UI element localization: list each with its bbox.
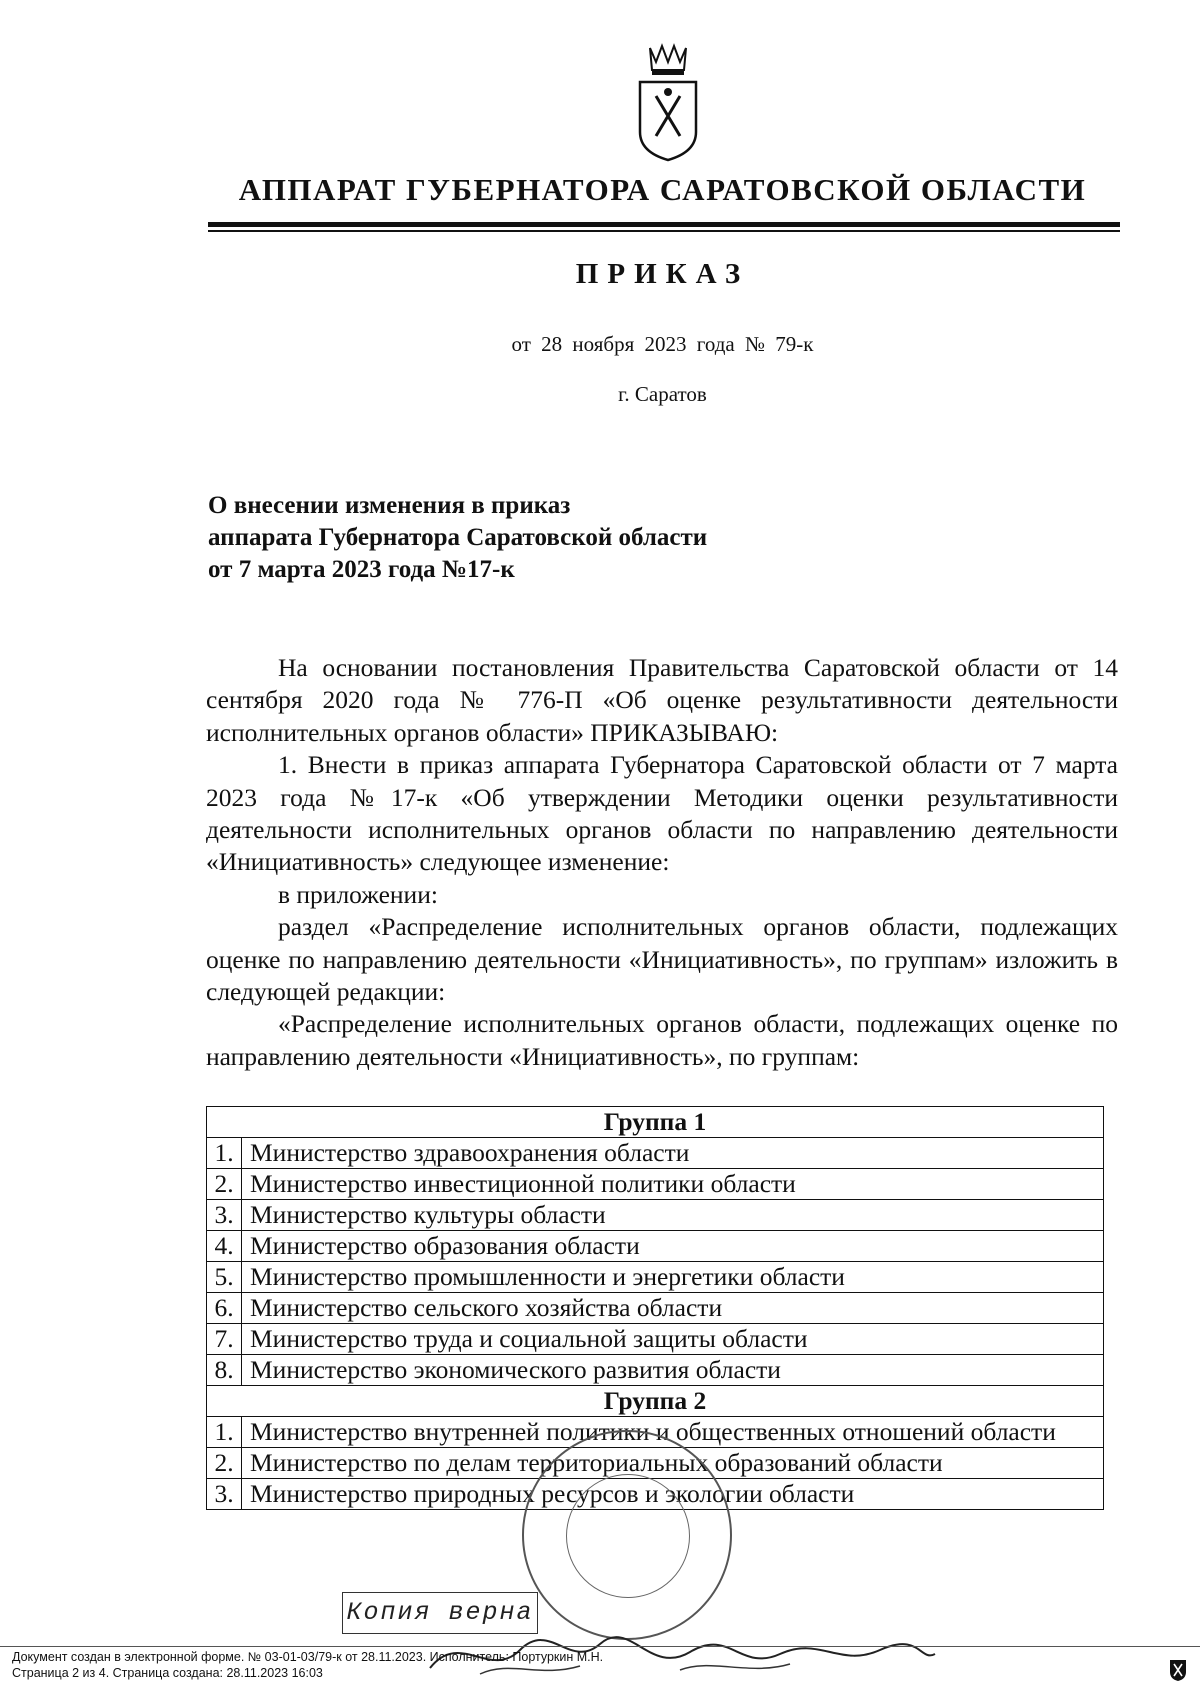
table-row [207, 1355, 1104, 1386]
row-name: Министерство здравоохранения области [242, 1138, 1104, 1169]
table-row [207, 1169, 1104, 1200]
row-name: Министерство инвестиционной политики области [242, 1169, 1104, 1200]
body-paragraph: в приложении: [278, 879, 438, 909]
row-number: 4. [207, 1231, 242, 1262]
row-number: 3. [207, 1479, 242, 1510]
body-paragraph: «Распределение исполнительных органов области, подлежащих оценке по направлению деятельности «Инициативность», по группам: [206, 1009, 1118, 1071]
row-number: 1. [207, 1417, 242, 1448]
row-number: 6. [207, 1293, 242, 1324]
row-name: Министерство по делам территориальных образований области [242, 1448, 1104, 1479]
group-header-row [207, 1107, 1104, 1138]
electronic-document-footer [12, 1649, 912, 1681]
header-rule-thick [208, 222, 1120, 227]
group-header-row [207, 1386, 1104, 1417]
row-number: 2. [207, 1448, 242, 1479]
row-name: Министерство образования области [242, 1231, 1104, 1262]
group-title: Группа 1 [207, 1107, 1104, 1138]
row-name: Министерство природных ресурсов и экологии области [242, 1479, 1104, 1510]
subject-line: О внесении изменения в приказ [208, 492, 571, 519]
table-row [207, 1262, 1104, 1293]
row-name: Министерство экономического развития области [242, 1355, 1104, 1386]
footer-line: Страница 2 из 4. Страница создана: 28.11.2023 16:03 [12, 1666, 323, 1680]
row-number: 3. [207, 1200, 242, 1231]
body-paragraph: 1. Внести в приказ аппарата Губернатора Саратовской области от 7 марта 2023 года №17-к «Об утверждении Методики оценки результативности деятельности исполнительных органов области по направлению деятельности «Инициативность» следующее изменение: [206, 750, 1118, 877]
order-subject [208, 490, 908, 586]
saratov-emblem-small-icon [1168, 1658, 1188, 1682]
order-date-number: от 28 ноября 2023 года № 79-к [511, 332, 814, 356]
seal-inner-ring [566, 1474, 690, 1598]
row-number: 2. [207, 1169, 242, 1200]
document-type: ПРИКАЗ [575, 258, 750, 290]
row-name: Министерство промышленности и энергетики области [242, 1262, 1104, 1293]
row-name: Министерство труда и социальной защиты области [242, 1324, 1104, 1355]
table-row [207, 1138, 1104, 1169]
official-seal-icon [522, 1430, 732, 1640]
footer-line: Документ создан в электронной форме. № 03-01-03/79-к от 28.11.2023. Исполнитель: Портуркин М.Н. [12, 1650, 604, 1664]
group-title: Группа 2 [207, 1386, 1104, 1417]
saratov-coat-of-arms-icon [626, 40, 710, 164]
row-number: 1. [207, 1138, 242, 1169]
table-row [207, 1231, 1104, 1262]
row-name: Министерство сельского хозяйства области [242, 1293, 1104, 1324]
subject-line: от 7 марта 2023 года №17-к [208, 556, 515, 583]
row-number: 8. [207, 1355, 242, 1386]
table-row [207, 1324, 1104, 1355]
table-row [207, 1293, 1104, 1324]
header-rule-thin [208, 230, 1120, 232]
city-line: г. Саратов [618, 382, 707, 406]
row-number: 7. [207, 1324, 242, 1355]
row-name: Министерство культуры области [242, 1200, 1104, 1231]
order-body [206, 652, 1118, 1073]
body-paragraph: раздел «Распределение исполнительных органов области, подлежащих оценке по направлению деятельности «Инициативность», по группам» изложить в следующей редакции: [206, 912, 1118, 1007]
copy-true-stamp: Копия верна [342, 1592, 538, 1634]
body-paragraph: На основании постановления Правительства Саратовской области от 14 сентября 2020 года № 776-П «Об оценке результативности деятельности исполнительных органов области» ПРИКАЗЫВАЮ: [206, 653, 1118, 747]
footer-rule [0, 1646, 1200, 1647]
row-name: Министерство внутренней политики и общественных отношений области [242, 1417, 1104, 1448]
organization-title: АППАРАТ ГУБЕРНАТОРА САРАТОВСКОЙ ОБЛАСТИ [238, 172, 1087, 207]
row-number: 5. [207, 1262, 242, 1293]
table-row [207, 1200, 1104, 1231]
subject-line: аппарата Губернатора Саратовской области [208, 524, 708, 551]
